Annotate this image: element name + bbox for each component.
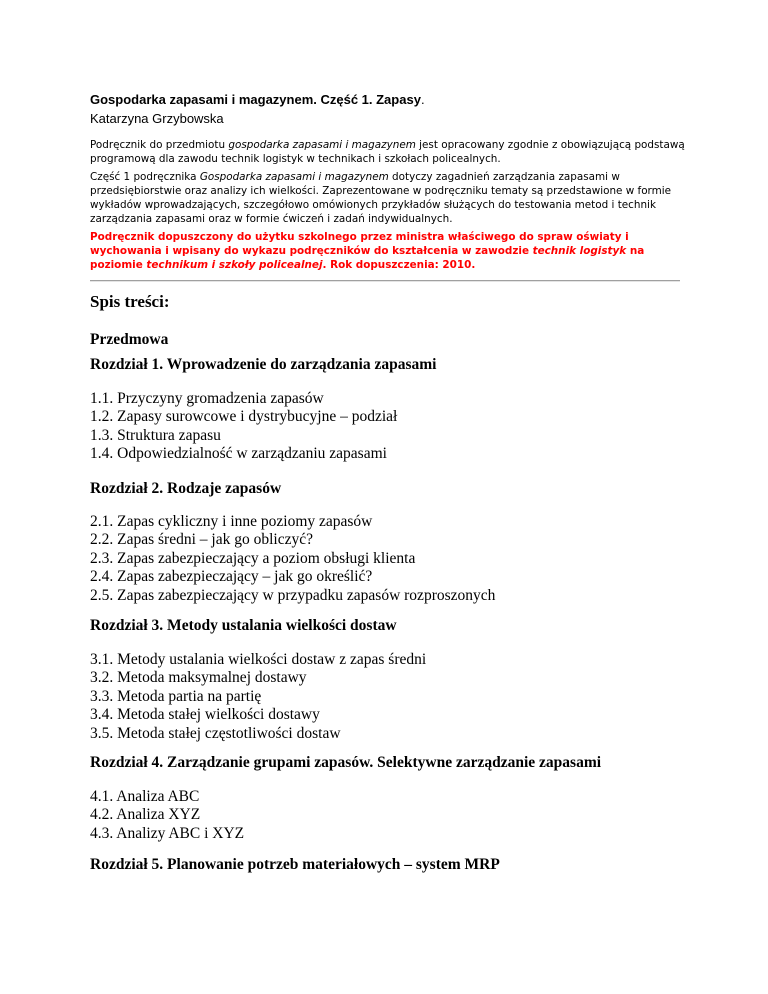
toc-item: 2.4. Zapas zabezpieczający – jak go określić? [90,568,373,586]
book-title-dot: . [420,92,425,107]
toc-item: 2.1. Zapas cykliczny i inne poziomy zapasów [90,513,373,530]
chapter-1-sections [90,390,397,464]
intro-paragraph-1 [90,138,690,166]
chapter-2-sections [90,513,495,605]
toc-item: 1.4. Odpowiedzialność w zarządzaniu zapasami [90,445,387,463]
intro-p2-emphasis: Gospodarka zapasami i magazynem [199,171,389,183]
chapter-3-sections [90,651,426,743]
toc-item: 1.2. Zapasy surowcowe i dystrybucyjne – podział [90,408,398,426]
toc-item: 2.5. Zapas zabezpieczający w przypadku zapasów rozproszonych [90,586,496,604]
toc-item: 1.1. Przyczyny gromadzenia zapasów [90,390,324,407]
toc-item: 2.3. Zapas zabezpieczający a poziom obsługi klienta [90,549,416,567]
chapter-1-heading: Rozdział 1. Wprowadzenie do zarządzania zapasami [90,356,437,373]
intro-p1-emphasis: gospodarka zapasami i magazynem [228,139,416,151]
book-author: Katarzyna Grzybowska [90,111,224,126]
toc-item: 3.1. Metody ustalania wielkości dostaw z zapas średni [90,651,427,668]
chapter-4-sections [90,788,244,843]
approval-e: . Rok dopuszczenia: 2010. [322,259,476,271]
book-title [90,92,425,107]
intro-paragraph-2 [90,170,690,226]
horizontal-divider [90,280,680,282]
toc-item: 3.4. Metoda stałej wielkości dostawy [90,706,320,724]
toc-item: 2.2. Zapas średni – jak go obliczyć? [90,531,313,549]
toc-item: 3.2. Metoda maksymalnej dostawy [90,669,307,687]
intro-p2-a: Część 1 podręcznika [90,171,200,183]
approval-a: Podręcznik dopuszczony do użytku szkolnego przez ministra właściwego do spraw oświaty i wychowania i wpisany do wykazu podręczników do kształcenia w zawodzie [90,231,629,257]
approval-notice [90,230,690,272]
toc-title: Spis treści: [90,292,170,311]
approval-profession: technik logistyk [532,245,627,257]
intro-p1-a: Podręcznik do przedmiotu [90,139,229,151]
toc-item: 4.1. Analiza ABC [90,788,200,805]
chapter-2-heading: Rozdział 2. Rodzaje zapasów [90,480,282,497]
chapter-4-heading: Rozdział 4. Zarządzanie grupami zapasów. Selektywne zarządzanie zapasami [90,754,602,771]
toc-item: 4.3. Analizy ABC i XYZ [90,824,245,842]
chapter-5-heading: Rozdział 5. Planowanie potrzeb materiałowych – system MRP [90,856,500,873]
toc-item: 3.5. Metoda stałej częstotliwości dostaw [90,724,341,742]
approval-level: technikum i szkoły policealnej [146,259,323,271]
intro-p2-c: dotyczy zagadnień zarządzania zapasami w przedsiębiorstwie oraz analizy ich wielkości. Zaprezentowane w podręczniku tematy są przedstawione w formie wykładów wprowadzających, szczegółowo omówionych przykładów służących do testowania metod i technik zarządzania zapasami oraz w formie ćwiczeń i zadań indywidualnych. [90,171,672,225]
toc-item: 4.2. Analiza XYZ [90,806,201,824]
toc-preface: Przedmowa [90,331,169,348]
book-title-text: Gospodarka zapasami i magazynem. Część 1. Zapasy [90,92,421,107]
intro-p1-c: jest opracowany zgodnie z obowiązującą podstawą programową dla zawodu technik logistyk w technikach i szkołach policealnych. [90,139,685,165]
toc-item: 3.3. Metoda partia na partię [90,687,262,705]
approval-c: na poziomie [90,245,645,271]
toc-item: 1.3. Struktura zapasu [90,426,221,444]
chapter-3-heading: Rozdział 3. Metody ustalania wielkości dostaw [90,617,397,634]
